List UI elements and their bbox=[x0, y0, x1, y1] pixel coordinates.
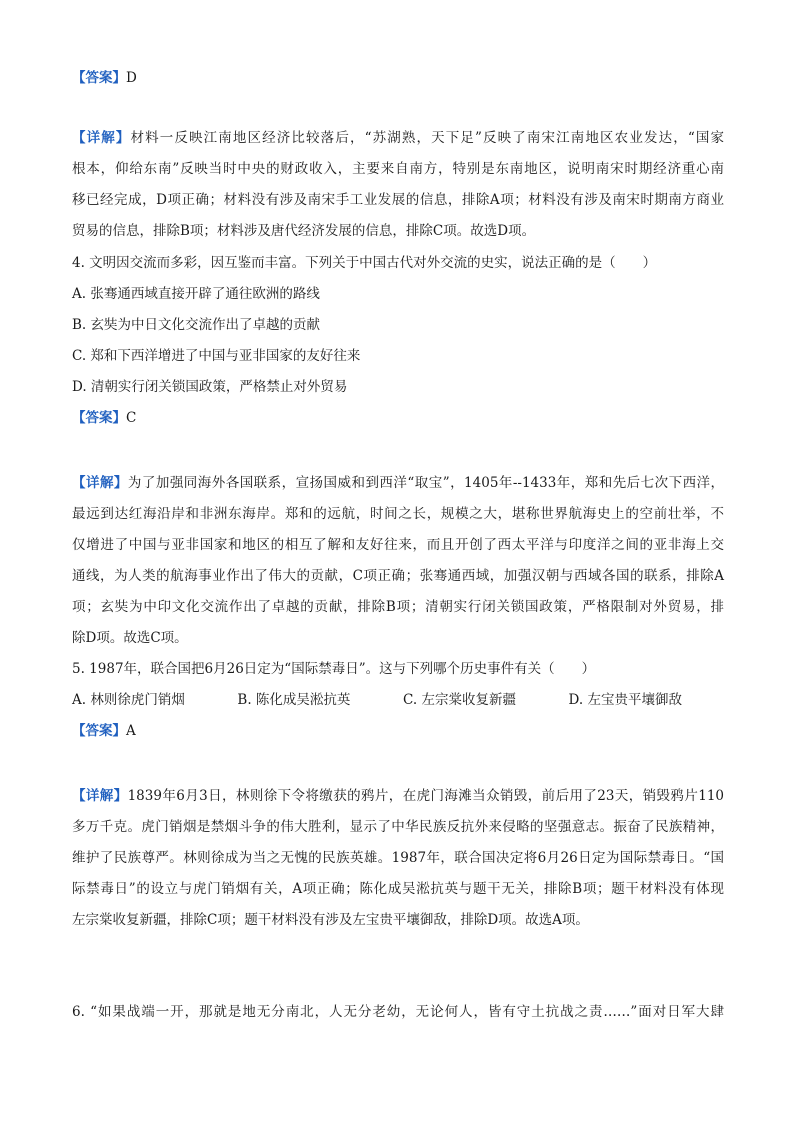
question-stem: 6. “如果战端一开，那就是地无分南北，人无分老幼，无论何人，皆有守土抗战之责……”面对日军大肆 bbox=[72, 1004, 724, 1020]
answer-value: C bbox=[126, 410, 137, 426]
q5-detail bbox=[72, 781, 724, 936]
option-b: B. 玄奘为中日文化交流作出了卓越的贡献 bbox=[72, 317, 321, 333]
answer-value: D bbox=[126, 70, 137, 86]
answer-label: 【答案】 bbox=[72, 723, 126, 739]
option-c: C. 左宗棠收复新疆 bbox=[403, 692, 516, 708]
answer-label: 【答案】 bbox=[72, 70, 126, 86]
detail-line: 1839年6月3日，林则徐下令将缴获的鸦片，在虎门海滩当众销毁，前后用了23天，销毁鸦片110 bbox=[127, 788, 724, 804]
detail-line: 仅增进了中国与亚非国家和地区的相互了解和友好往来，而且开创了西太平洋与印度洋之间的亚非海上交 bbox=[72, 537, 724, 553]
option-b: B. 陈化成吴淞抗英 bbox=[237, 692, 351, 708]
detail-label: 【详解】 bbox=[72, 130, 131, 146]
option-c: C. 郑和下西洋增进了中国与亚非国家的友好往来 bbox=[72, 348, 361, 364]
detail-line: 际禁毒日”的设立与虎门销烟有关，A项正确；陈化成吴淞抗英与题干无关，排除B项；题干材料没有体现 bbox=[72, 881, 724, 897]
detail-label: 【详解】 bbox=[72, 788, 128, 804]
question-stem: 4. 文明因交流而多彩，因互鉴而丰富。下列关于中国古代对外交流的史实，说法正确的是（ ） bbox=[72, 255, 657, 271]
detail-line: 多万千克。虎门销烟是禁烟斗争的伟大胜利，显示了中华民族反抗外来侵略的坚强意志。振奋了民族精神， bbox=[72, 819, 724, 835]
q4-question bbox=[72, 248, 724, 434]
detail-line: 移已经完成，D项正确；材料没有涉及南宋手工业发展的信息，排除A项；材料没有涉及南宋时期南方商业 bbox=[72, 192, 724, 208]
detail-line: 材料一反映江南地区经济比较落后，“苏湖熟，天下足”反映了南宋江南地区农业发达，“国家 bbox=[130, 130, 724, 146]
option-d: D. 左宝贵平壤御敌 bbox=[568, 692, 682, 708]
options-row bbox=[72, 685, 682, 716]
q3-detail bbox=[72, 123, 724, 247]
detail-line: 贸易的信息，排除B项；材料涉及唐代经济发展的信息，排除C项。故选D项。 bbox=[72, 223, 536, 239]
detail-label: 【详解】 bbox=[72, 475, 128, 491]
q5-question bbox=[72, 654, 724, 747]
detail-line: 根本，仰给东南”反映当时中央的财政收入，主要来自南方，特别是东南地区，说明南宋时期经济重心南 bbox=[72, 161, 724, 177]
detail-line: 左宗棠收复新疆，排除C项；题干材料没有涉及左宝贵平壤御敌，排除D项。故选A项。 bbox=[72, 912, 589, 928]
question-stem: 5. 1987年，联合国把6月26日定为“国际禁毒日”。这与下列哪个历史事件有关（ ） bbox=[72, 661, 596, 677]
answer-value: A bbox=[126, 723, 136, 739]
detail-line: 维护了民族尊严。林则徐成为当之无愧的民族英雄。1987年，联合国决定将6月26日定为国际禁毒日。“国 bbox=[72, 850, 724, 866]
q4-detail bbox=[72, 468, 724, 654]
detail-line: 通线，为人类的航海事业作出了伟大的贡献，C项正确；张骞通西域，加强汉朝与西域各国的联系，排除A bbox=[72, 568, 724, 584]
option-a: A. 张骞通西域直接开辟了通往欧洲的路线 bbox=[72, 286, 320, 302]
detail-line: 最远到达红海沿岸和非洲东海岸。郑和的远航，时间之长，规模之大，堪称世界航海史上的空前壮举，不 bbox=[72, 506, 724, 522]
detail-line: 为了加强同海外各国联系，宣扬国威和到西洋“取宝”，1405年--1433年，郑和先后七次下西洋， bbox=[127, 475, 725, 491]
answer-label: 【答案】 bbox=[72, 410, 126, 426]
q6-question bbox=[72, 997, 724, 1028]
detail-line: 项；玄奘为中印文化交流作出了卓越的贡献，排除B项；清朝实行闭关锁国政策，严格限制对外贸易，排 bbox=[72, 599, 724, 615]
option-d: D. 清朝实行闭关锁国政策，严格禁止对外贸易 bbox=[72, 379, 348, 395]
q3-answer bbox=[72, 63, 724, 94]
option-a: A. 林则徐虎门销烟 bbox=[72, 692, 185, 708]
detail-line: 除D项。故选C项。 bbox=[72, 630, 188, 646]
